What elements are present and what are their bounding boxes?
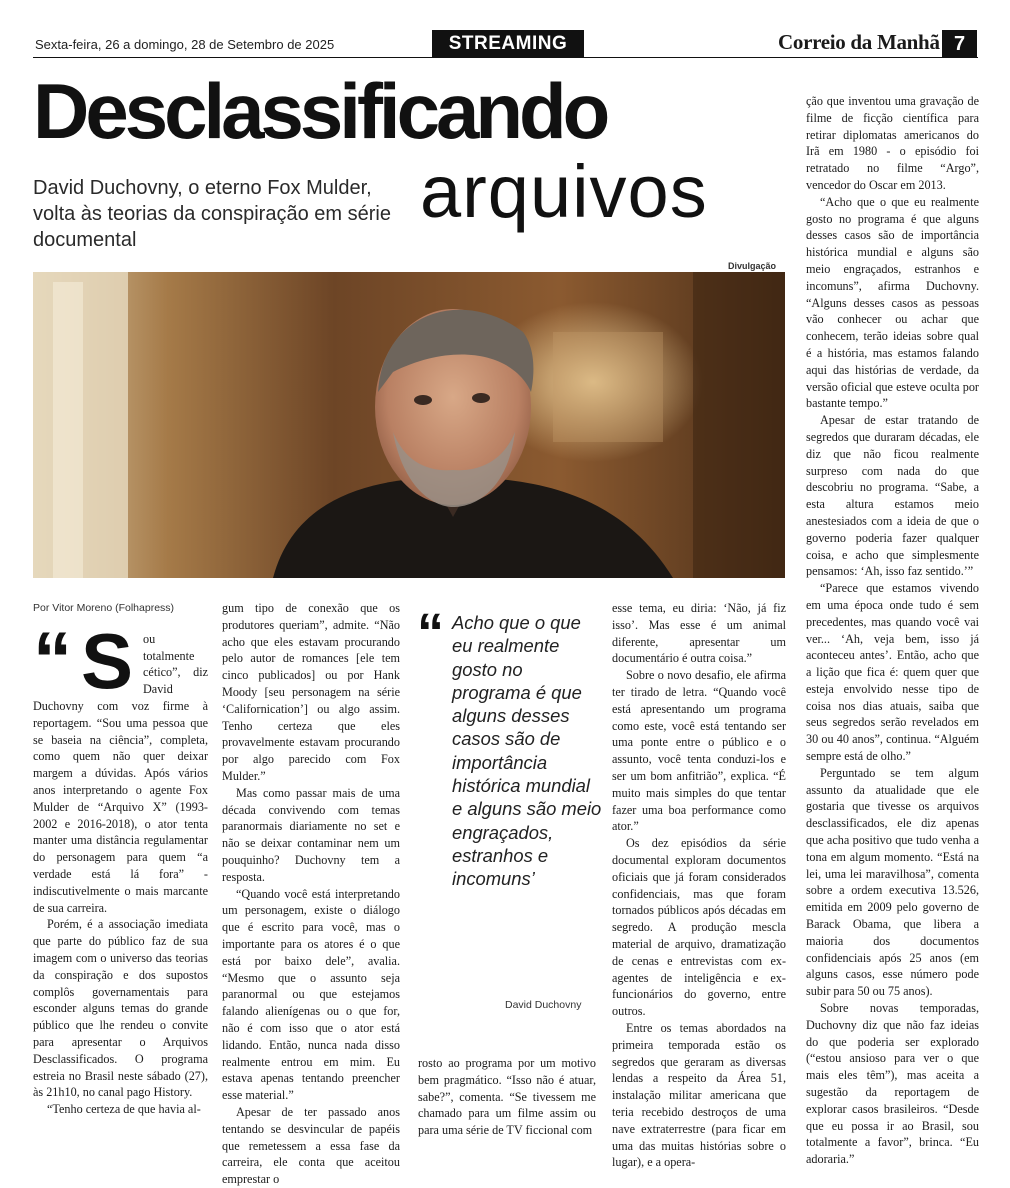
header-divider	[33, 57, 978, 58]
pull-quote-author: David Duchovny	[505, 999, 582, 1011]
headline-secondary: arquivos	[420, 150, 708, 233]
publication-date: Sexta-feira, 26 a domingo, 28 de Setembro de 2025	[35, 37, 335, 52]
paragraph: rosto ao programa por um motivo bem pragmático. “Isso não é atuar, sabe?”, comenta. “Se tivessem me chamado para um filme assim ou para uma série de TV ficcional com	[418, 1056, 596, 1138]
article-photo	[33, 272, 785, 578]
paragraph: “Parece que estamos vivendo em uma época onde tudo é sem precedentes, mas quando você vai ver... ‘Ah, veja bem, isso já aconteceu antes’. Então, acho que a lição que fica é: quem quer que esteja envolvido nesse tipo de coisa nos dias atuais, saiba que seus segredos serão revelados em 30 ou 40 anos”, continua. “Alguém sempre está de olho.”	[806, 581, 979, 764]
paragraph: Porém, é a associação imediata que parte do público faz de sua imagem com o universo das teorias da conspiração e dos supostos complôs governamentais para esconder alguns temas do grande público que lhe rendeu o convite para apresentar o Arquivos Desclassificados. O programa estreia no Brasil neste sábado (27), às 21h10, no canal pago History.	[33, 917, 208, 1100]
byline: Por Vitor Moreno (Folhapress)	[33, 602, 175, 614]
newspaper-brand: Correio da Manhã	[778, 30, 940, 54]
paragraph: Entre os temas abordados na primeira temporada estão os segredos que geraram as diversas lendas a respeito da Área 51, instalação militar americana que teria recebido destroços de uma nave extraterrestre (para ficar em uma das muitas histórias sobre o lugar), e a opera-	[612, 1020, 786, 1170]
paragraph: ção que inventou uma gravação de filme de ficção científica para retirar diplomatas americanos do Irã em 1980 - o episódio foi retratado no filme “Argo”, vencedor do Oscar em 2013.	[806, 94, 979, 192]
paragraph: Apesar de estar tratando de segredos que duraram décadas, ele diz que não ficou realmente surpreso com nada do que descobriu no programa. “Sabe, a esta altura estamos meio anestesiados com a ideia de que o governo poderia fazer qualquer coisa, e acho que simplesmente pensamos: ‘Ah, isso faz sentido.’”	[806, 413, 979, 579]
article-column-2	[222, 600, 400, 1188]
article-column-5	[806, 93, 979, 1168]
paragraph: gum tipo de conexão que os produtores queriam”, admite. “Não acho que eles estavam procurando pelo autor de romances [ele tem cinco publicados] ou por Hank Moody [seu personagem na série ‘Californication’] ou algo assim. Tenho certeza que eles provavelmente estavam procurando por algo parecido com Fox Mulder.”	[222, 601, 400, 783]
article-column-4	[612, 600, 786, 1171]
drop-cap-group	[33, 614, 139, 705]
paragraph: esse tema, eu diria: ‘Não, já fiz isso’. Mas esse é um animal diferente, apresentar um documentário é outra coisa.”	[612, 601, 786, 666]
paragraph: Apesar de ter passado anos tentando se desvincular de papéis que remetessem a essa fase da carreira, ele conta que aceitou emprestar o	[222, 1104, 400, 1187]
paragraph: “Tenho certeza de que havia al-	[47, 1102, 201, 1117]
drop-cap: S	[81, 616, 134, 705]
paragraph: Perguntado se tem algum assunto da atualidade que ele gostaria que tivesse os arquivos desclassificados, ele diz apenas que acha positivo que tudo venha a tona em algum momento. “Está na lei, uma lei maravilhosa”, comenta sobre a ordem executiva 13.526, emitida em 2009 pelo governo de Barack Obama, que libera a maioria dos documentos confidenciais após 25 anos (em alguns casos, esse número pode subir para 50 ou 75 anos).	[806, 765, 979, 999]
paragraph: ou totalmente cético”, diz David Duchovny com voz firme à reportagem. “Sou uma pessoa que se baseia na ciência”, completa, como quem não quer deixar margem a dúvidas. Após vários anos interpretando o agente Fox Mulder de “Arquivo X” (1993-2002 e 2016-2018), o ator tenta manter uma distância regulamentar do personagem para quem “a verdade está lá fora” - indiscutivelmente o mais marcante de sua carreira.	[33, 631, 208, 915]
pull-quote: Acho que o que eu realmente gosto no programa é que alguns desses casos são de importância histórica mundial e alguns são meio engraçados, estranhos e incomuns’	[452, 612, 602, 890]
paragraph: Sobre o novo desafio, ele afirma ter tirado de letra. “Quando você está apresentando um programa como este, você está tentando ser uma ponte entre o público e o assunto, você tenta conduzi-los e ser um bom anfitrião”, explica. “É muito mais simples do que tentar fazer uma boa performance como ator.”	[612, 668, 786, 834]
paragraph: Os dez episódios da série documental exploram documentos oficiais que já foram considerados confidenciais, mas que foram tornados públicos após décadas em segredo. A produção mescla material de arquivo, dramatização de cenas e entrevistas com ex-agentes de inteligência e ex-funcionários do governo, entre outros.	[612, 836, 786, 1019]
photo-credit: Divulgação	[728, 261, 777, 271]
pull-quote-mark: “	[417, 603, 441, 663]
paragraph: “Quando você está interpretando um personagem, existe o diálogo que é escrito para você, mas o importante para os atores é o que está por baixo dele”, avalia. “Mesmo que o assunto seja paranormal ou que estejamos falando alienígenas ou o que for, não é com isso que o ator está lidando. Então, nunca nada disso realmente entrou em mim. Eu estava apenas tentando preencher esse material.”	[222, 886, 400, 1103]
subheadline: David Duchovny, o eterno Fox Mulder, volta às teorias da conspiração em série documental	[33, 177, 391, 251]
headline-main: Desclassificando	[33, 67, 607, 155]
paragraph: Mas como passar mais de uma década convivendo com temas paranormais diariamente no set e não se deixar contaminar nem um pouquinho? Duchovny tem a resposta.	[222, 785, 400, 884]
paragraph: “Acho que o que eu realmente gosto no programa é que alguns desses casos são de importância histórica mundial e alguns são meio engraçados, estranhos e incomuns”, afirma Duchovny. “Alguns desses casos as pessoas vão conhecer ou achar que conhecem, terão ideias sobre qual é a história, mas estamos falando aqui das histórias de verdade, da versão oficial que esteve oculta por bastante tempo.”	[806, 194, 979, 411]
paragraph: Sobre novas temporadas, Duchovny diz que não faz ideias do que poderia ser explorado (“estou ansioso para ver o que mais eles têm”), mas aceita a sugestão da reportagem de explorar casos brasileiros. “Desde que eu possa ir ao Brasil, sou totalmente a favor”, brinca. “Eu adoraria.”	[806, 1001, 979, 1167]
page-number: 7	[942, 30, 977, 58]
drop-quote-mark: “	[33, 614, 68, 703]
article-column-1	[33, 600, 208, 1118]
section-label: STREAMING	[432, 30, 584, 57]
portrait-illustration	[33, 272, 785, 578]
article-column-3	[418, 1055, 596, 1139]
